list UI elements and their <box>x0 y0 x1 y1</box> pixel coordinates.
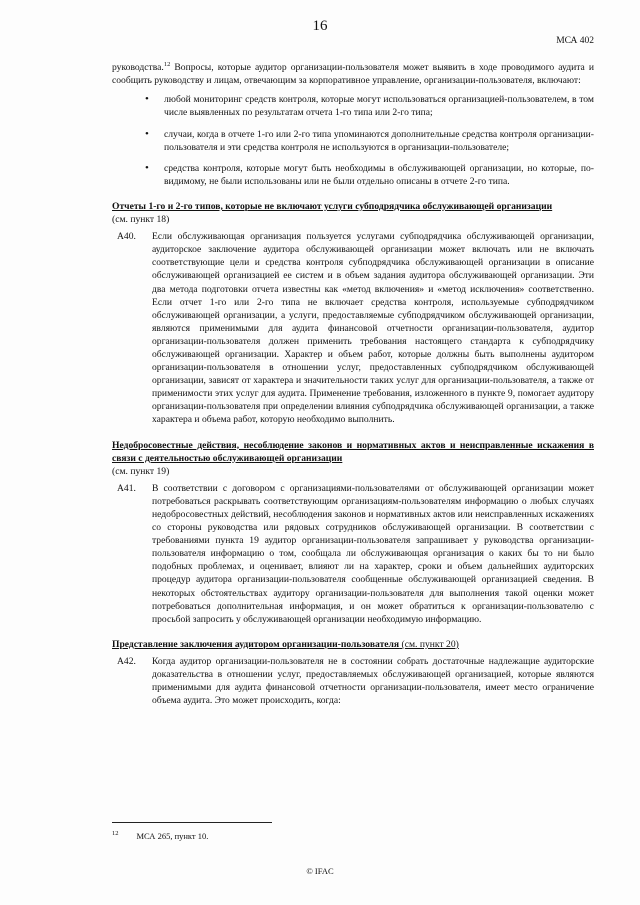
numbered-paragraph <box>112 482 594 626</box>
section-reference: (см. пункт 19) <box>112 465 170 477</box>
paragraph-number: А40. <box>117 231 136 243</box>
section-reference: (см. пункт 20) <box>399 638 459 650</box>
bullet-list <box>112 93 594 188</box>
intro-paragraph <box>112 58 594 87</box>
bullet-icon: • <box>145 161 149 174</box>
numbered-paragraph <box>112 655 594 707</box>
bullet-icon: • <box>145 127 149 140</box>
bullet-item <box>112 162 594 188</box>
paragraph-text: Если обслуживающая организация пользуется услугами субподрядчика обслуживающей организации, аудиторское заключение аудитора обслуживающей организации может включать или не включать соответствующие цели и средства контроля субподрядчика обслуживающей организации в описание обслуживающей организацией ее систем и в объем задания аудитора обслуживающей организации. Эти два метода подготовки отчета известны как «метод включения» и «метод исключения» соответственно. Если отчет 1-го или 2-го типа не включает средства контроля, используемые субподрядчиком обслуживающей организации, а услуги, предоставляемые субподрядчиком обслуживающей организации, являются применимыми для аудита финансовой отчетности организации-пользователя, аудитор организации-пользователя должен применить требования настоящего стандарта к субподрядчику обслуживающей организации. Характер и объем работ, которые должны быть выполнены аудитором организации-пользователя в отношении услуг, предоставленных субподрядчиком обслуживающей организации, зависят от характера и значительности таких услуг для организации-пользователя, а также от применимости этих услуг для аудита. Применение требования, изложенного в пункте 9, помогает аудитору организации-пользователя при определении влияния субподрядчика обслуживающей организации, а также характера и объема работ, которую необходимо выполнить. <box>152 231 594 426</box>
section-heading: Представление заключения аудитором организации-пользователя <box>112 638 400 650</box>
section-heading: Недобросовестные действия, несоблюдение законов и нормативных актов и неисправленные искажения в связи с деятельностью обслуживающей организации <box>112 439 594 464</box>
footnote-number: 12 <box>112 830 119 837</box>
footnote-ref: 12 <box>163 61 171 68</box>
footnote <box>112 830 208 841</box>
bullet-item <box>112 93 594 119</box>
paragraph-text: В соответствии с договором с организациями-пользователями от обслуживающей организации может потребоваться раскрывать соответствующим организациям-пользователям информацию о любых случаях недобросовестных действий, несоблюдения законов и нормативных актов или неисправленных искажениях со стороны руководства или рядовых сотрудников обслуживающей организации. В соответствии с требованиями пункта 19 аудитор организации-пользователя запрашивает у руководства организации-пользователя информацию о том, сообщала ли обслуживающая организация о каких бы то ни было подобных проблемах, и оценивает, влияют ли на характер, сроки и объем дальнейших аудиторских процедур аудитора организации-пользователя сообщенные обслуживающей организацией сведения. В некоторых обстоятельствах аудитору организации-пользователя для выполнения такой оценки может потребоваться дополнительная информация, и он может обратиться к организации-пользователю с просьбой запросить у обслуживающей организации необходимую информацию. <box>152 482 594 625</box>
paragraph-number: А41. <box>117 482 136 494</box>
numbered-paragraph <box>112 230 594 426</box>
intro-text-b: Вопросы, которые аудитор организации-пользователя может выявить в ходе проводимого аудита и сообщить руководству и лицам, отвечающим за корпоративное управление, организации-пользователя, включают: <box>112 62 594 87</box>
section-heading: Отчеты 1-го и 2-го типов, которые не включают услуги субподрядчика обслуживающей организации <box>112 200 553 212</box>
bullet-icon: • <box>145 93 149 106</box>
standard-code: МСА 402 <box>556 36 594 46</box>
page-content <box>112 58 594 713</box>
footnote-divider <box>112 822 272 823</box>
section-heading-line <box>112 638 594 651</box>
bullet-text: любой мониторинг средств контроля, которые могут использоваться организацией-пользователем, в том числе выявленных по результатам отчета 1-го типа или 2-го типа; <box>164 94 594 119</box>
bullet-text: случаи, когда в отчете 1-го или 2-го типа упоминаются дополнительные средства контроля организации-пользователя и эти средства контроля не используются в организации-пользователе; <box>164 128 594 153</box>
paragraph-text: Когда аудитор организации-пользователя не в состоянии собрать достаточные надлежащие аудиторские доказательства в отношении услуг, предоставляемых обслуживающей организацией, которые являются применимыми для аудита финансовой отчетности организации-пользователя, имеет место ограничение объема аудита. Это может происходить, когда: <box>152 655 594 707</box>
copyright: © IFAC <box>306 866 334 876</box>
section-reference: (см. пункт 18) <box>112 214 170 226</box>
footnote-text: МСА 265, пункт 10. <box>136 830 209 841</box>
paragraph-number: А42. <box>117 655 136 667</box>
bullet-item <box>112 128 594 154</box>
page-number: 16 <box>312 18 328 34</box>
intro-text-a: руководства. <box>112 62 164 74</box>
bullet-text: средства контроля, которые могут быть необходимы в обслуживающей организации, но которые, по-видимому, не были использованы или не были отдельно описаны в отчете 2-го типа. <box>164 162 594 187</box>
